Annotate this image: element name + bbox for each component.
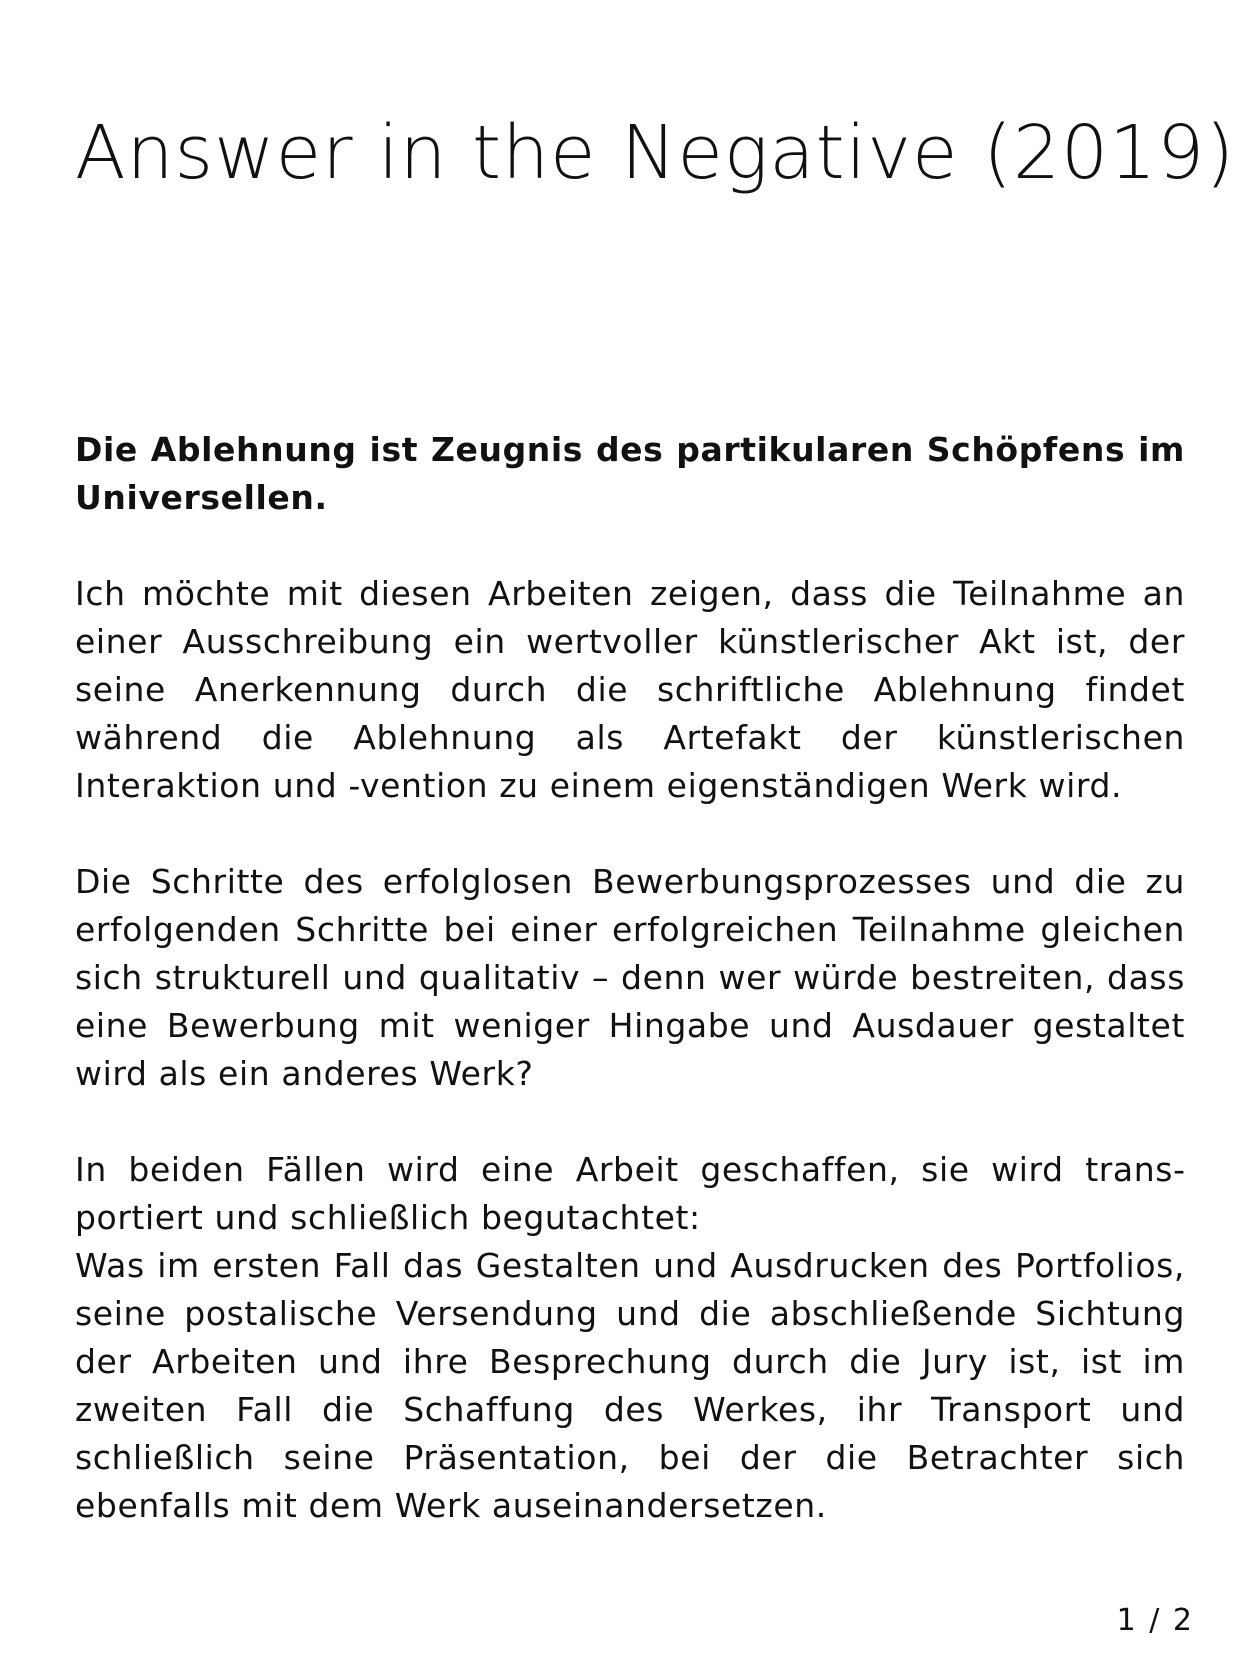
- paragraph-comparison: [75, 1146, 1185, 1530]
- paragraph-comparison-line-2: Was im ersten Fall das Gestalten und Ausdrucken des Portfolios, seine postalische Versendung und die abschließende Sichtung der Arbeiten und ihre Besprechung durch die Jury ist, ist im zweiten Fall die Schaffung des Werkes, ihr Transport und schließlich seine Präsentation, bei der die Betrachter sich ebenfalls mit dem Werk auseinandersetzen.: [75, 1246, 1185, 1525]
- paragraph-intro: Ich möchte mit diesen Arbeiten zeigen, dass die Teilnahme an einer Ausschreibung ein wertvoller künstlerischer Akt ist, der seine Anerkennung durch die schriftliche Ablehnung findet während die Ablehnung als Artefakt der künstlerischen Interaktion und -vention zu einem eigenständigen Werk wird.: [75, 574, 1185, 805]
- lead-statement: Die Ablehnung ist Zeugnis des partikularen Schöpfens im Universellen.: [75, 430, 1185, 517]
- page-number: 1 / 2: [1116, 1603, 1194, 1638]
- paragraph-process: Die Schritte des erfolglosen Bewerbungsprozesses und die zu erfolgenden Schritte bei einer erfolgreichen Teilnahme gleichen sich strukturell und qualitativ – denn wer würde bestreiten, dass eine Bewerbung mit weniger Hingabe und Ausdauer gestaltet wird als ein anderes Werk?: [75, 862, 1185, 1093]
- document-body: [75, 426, 1185, 1530]
- paragraph-comparison-line-1: In beiden Fällen wird eine Arbeit geschaffen, sie wird transportiert und schließlich begutachtet:: [75, 1150, 1185, 1237]
- document-title: Answer in the Negative (2019): [75, 110, 1236, 196]
